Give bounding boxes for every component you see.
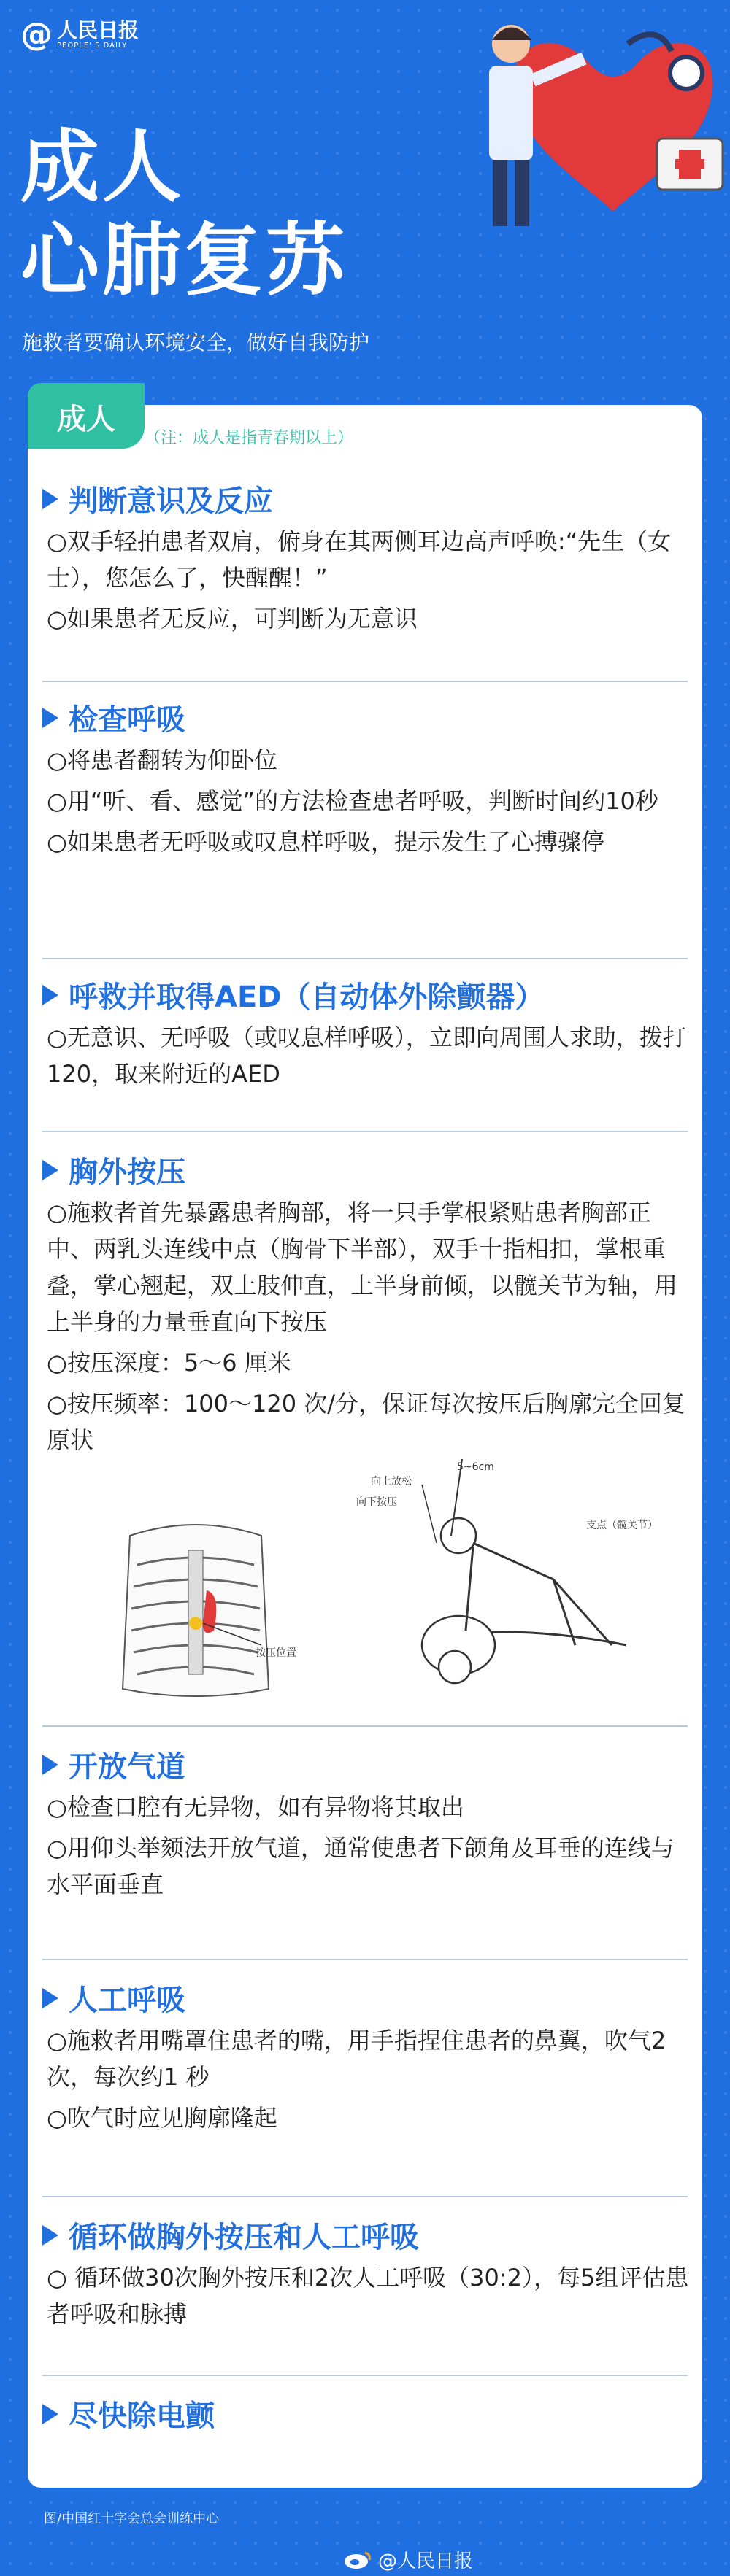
divider	[42, 958, 688, 959]
section-title: 检查呼吸	[69, 703, 185, 737]
section-text: ○将患者翻转为仰卧位	[47, 746, 277, 774]
section-text: ○用仰头举颏法开放气道，通常使患者下颌角及耳垂的连线与水平面垂直	[47, 1834, 675, 1898]
logo-at: @	[20, 16, 53, 53]
title-line-2: 心肺复苏	[20, 215, 348, 306]
logo-en: PEOPLE' S DAILY	[57, 42, 128, 50]
triangle-icon	[42, 1755, 58, 1775]
down-press-label: 向下按压	[356, 1496, 397, 1508]
divider	[42, 1131, 688, 1132]
divider	[42, 1725, 688, 1727]
section-text: ○按压频率：100～120 次/分，保证每次按压后胸廓完全回复原状	[47, 1390, 686, 1454]
people-daily-logo[interactable]	[20, 16, 139, 53]
triangle-icon	[42, 2404, 58, 2424]
section-text: ○双手轻拍患者双肩，俯身在其两侧耳边高声呼唤:“先生（女士），您怎么了，快醒醒！”	[47, 527, 672, 592]
section-text: ○施救者用嘴罩住患者的嘴，用手指捏住患者的鼻翼，吹气2次，每次约1 秒	[47, 2027, 666, 2091]
section-text: ○施救者首先暴露患者胸部，将一只手掌根紧贴患者胸部正中、两乳头连线中点（胸骨下半部），双手十指相扣，掌根重叠，掌心翘起，双上肢伸直，上半身前倾，以髋关节为轴，用上半身的力量垂直向下按压	[47, 1199, 678, 1336]
section-text: ○用“听、看、感觉”的方法检查患者呼吸，判断时间约10秒	[47, 787, 658, 815]
divider	[42, 681, 688, 682]
subtitle: 施救者要确认环境安全，做好自我防护	[22, 330, 370, 355]
weibo-account[interactable]	[343, 2546, 473, 2573]
triangle-icon	[42, 985, 58, 1005]
weibo-icon	[343, 2550, 372, 2570]
title-line-1: 成人	[20, 122, 185, 213]
section-text: ○无意识、无呼吸（或叹息样呼吸），立即向周围人求助，拨打120，取来附近的AED	[47, 1024, 686, 1088]
section-title: 呼救并取得AED（自动体外除颤器）	[69, 980, 545, 1014]
adult-tag: 成人	[28, 383, 145, 449]
pivot-label: 支点（髋关节）	[586, 1520, 658, 1531]
triangle-icon	[42, 1160, 58, 1180]
weibo-account-label: @人民日报	[378, 2550, 474, 2572]
triangle-icon	[42, 708, 58, 728]
section-text: ○ 循环做30次胸外按压和2次人工呼吸（30:2），每5组评估患者呼吸和脉搏	[47, 2264, 689, 2328]
adult-note: （注：成人是指青春期以上）	[145, 429, 354, 447]
section-text: ○如果患者无反应，可判断为无意识	[47, 605, 418, 633]
section-title: 尽快除电颤	[69, 2399, 215, 2433]
divider	[42, 2196, 688, 2197]
section-text: ○如果患者无呼吸或叹息样呼吸，提示发生了心搏骤停	[47, 828, 604, 856]
section-title: 人工呼吸	[69, 1984, 185, 2017]
depth-label: 5~6cm	[457, 1461, 494, 1473]
logo-name: 人民日报	[57, 18, 139, 42]
ribcage-figure	[86, 1521, 305, 1703]
doctor-heart-illustration	[438, 0, 730, 248]
triangle-icon	[42, 2225, 58, 2246]
section-title: 判断意识及反应	[69, 484, 273, 518]
section-title: 胸外按压	[69, 1156, 185, 1189]
up-relax-label: 向上放松	[371, 1476, 412, 1488]
triangle-icon	[42, 489, 58, 509]
section-text: ○吹气时应见胸廓隆起	[47, 2104, 277, 2132]
image-credit: 图/中国红十字会总会训练中心	[44, 2511, 220, 2526]
divider	[42, 2375, 688, 2376]
press-position-label: 按压位置	[256, 1647, 296, 1659]
adult-cpr-card	[28, 405, 702, 2488]
section-text: ○按压深度：5～6 厘米	[47, 1349, 291, 1377]
section-title: 开放气道	[69, 1750, 185, 1784]
section-text: ○检查口腔有无异物，如有异物将其取出	[47, 1793, 464, 1821]
header	[0, 0, 730, 379]
section-title: 循环做胸外按压和人工呼吸	[69, 2221, 419, 2254]
rescuer-figure	[334, 1455, 685, 1696]
triangle-icon	[42, 1988, 58, 2008]
divider	[42, 1959, 688, 1960]
